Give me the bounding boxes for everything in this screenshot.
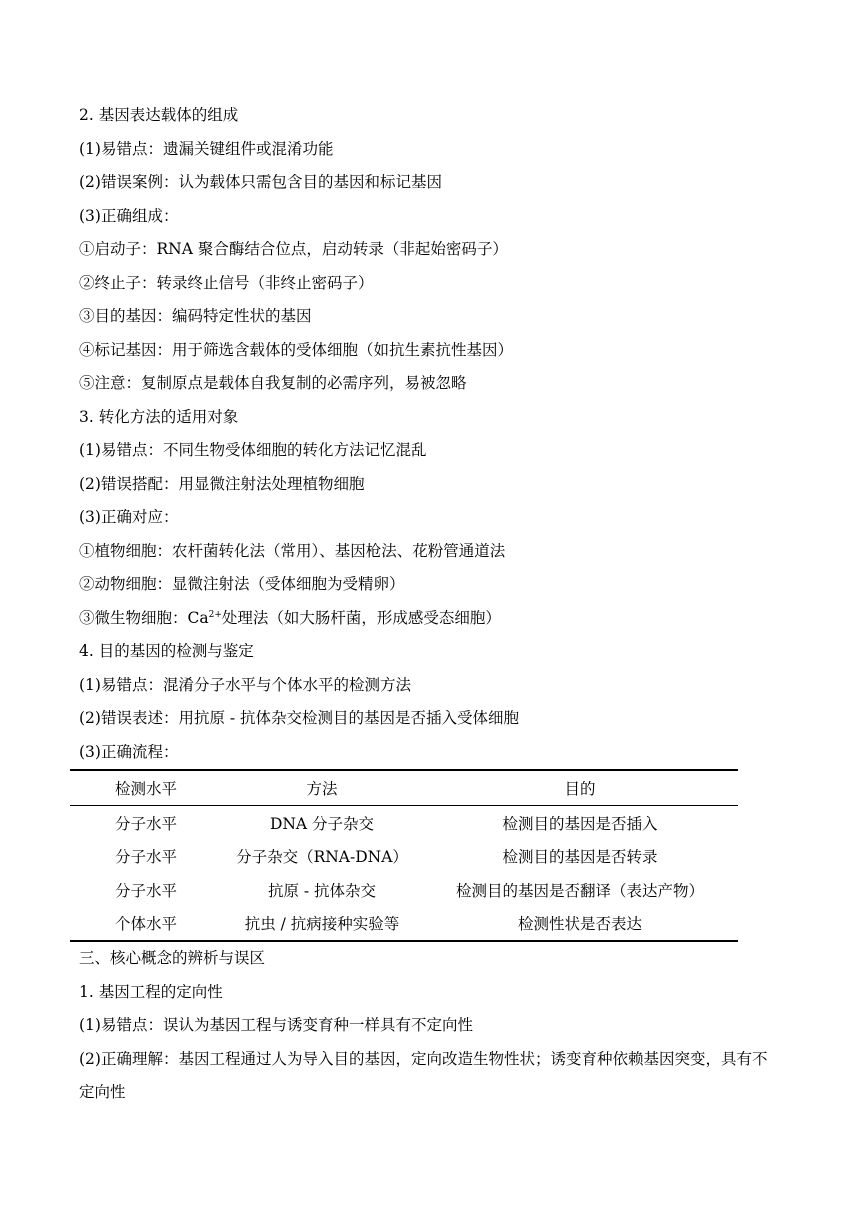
error-case: (2)错误案例：认为载体只需包含目的基因和标记基因 (79, 173, 442, 191)
table-cell: 分子水平 (114, 814, 177, 833)
table-row (70, 806, 738, 840)
list-item: ④标记基因：用于筛选含载体的受体细胞（如抗生素抗性基因） (79, 340, 514, 359)
list-item: ②终止子：转录终止信号（非终止密码子） (79, 273, 374, 292)
section-heading: 4. 目的基因的检测与鉴定 (79, 642, 254, 660)
section-heading: 1. 基因工程的定向性 (79, 982, 223, 1001)
document-page (79, 99, 779, 1110)
table-cell: 分子杂交（RNA-DNA） (236, 848, 408, 867)
table-header-row (70, 770, 738, 806)
list-item (79, 602, 779, 636)
table-cell: 检测目的基因是否转录 (502, 848, 658, 867)
correct-title: (3)正确组成： (79, 206, 179, 225)
part-heading: 三、核心概念的辨析与误区 (79, 949, 266, 967)
table-cell: 抗原 - 抗体杂交 (267, 881, 377, 900)
section-heading: 3. 转化方法的适用对象 (79, 407, 239, 426)
correct-title: (3)正确对应： (79, 508, 179, 526)
detection-table (70, 769, 738, 942)
table-cell: 个体水平 (114, 915, 177, 934)
correct-title: (3)正确流程： (79, 742, 179, 761)
list-item: ①植物细胞：农杆菌转化法（常用）、基因枪法、花粉管通道法 (79, 541, 506, 560)
table-cell: 分子水平 (114, 881, 177, 900)
table-cell: DNA 分子杂交 (269, 814, 375, 833)
table-cell: 检测目的基因是否翻译（表达产物） (455, 881, 704, 900)
item-suffix: 处理法（如大肠杆菌，形成感受态细胞） (221, 608, 501, 627)
list-item: ②动物细胞：显微注射法（受体细胞为受精卵） (79, 575, 405, 593)
error-point: (1)易错点：混淆分子水平与个体水平的检测方法 (79, 675, 411, 694)
error-statement: (2)错误表述：用抗原 - 抗体杂交检测目的基因是否插入受体细胞 (79, 709, 520, 727)
table-row (70, 873, 738, 907)
column-header-purpose: 目的 (422, 770, 738, 806)
table-row (70, 907, 738, 942)
list-item: ⑤注意：复制原点是载体自我复制的必需序列，易被忽略 (79, 374, 467, 392)
column-header-level: 检测水平 (70, 770, 222, 806)
table-row (70, 840, 738, 874)
column-header-method: 方法 (222, 770, 422, 806)
table-cell: 分子水平 (114, 848, 177, 867)
section-heading: 2. 基因表达载体的组成 (79, 106, 239, 124)
error-point: (1)易错点：误认为基因工程与诱变育种一样具有不定向性 (79, 1016, 473, 1034)
charge-superscript: 2+ (208, 609, 222, 620)
list-item: ①启动子：RNA 聚合酶结合位点，启动转录（非起始密码子） (79, 240, 508, 258)
table-cell: 抗虫 / 抗病接种实验等 (244, 915, 400, 934)
correct-understanding: (2)正确理解：基因工程通过人为导入目的基因，定向改造生物性状；诱变育种依赖基因突变，具有不定向性 (79, 1049, 768, 1101)
error-pair: (2)错误搭配：用显微注射法处理植物细胞 (79, 474, 365, 493)
table-cell: 检测性状是否表达 (517, 915, 642, 934)
list-item: ③目的基因：编码特定性状的基因 (79, 307, 312, 325)
detection-table-wrap (70, 769, 738, 942)
error-point: (1)易错点：不同生物受体细胞的转化方法记忆混乱 (79, 441, 427, 459)
error-point: (1)易错点：遗漏关键组件或混淆功能 (79, 139, 334, 158)
item-prefix: ③微生物细胞：Ca (79, 608, 209, 627)
table-cell: 检测目的基因是否插入 (502, 814, 658, 833)
